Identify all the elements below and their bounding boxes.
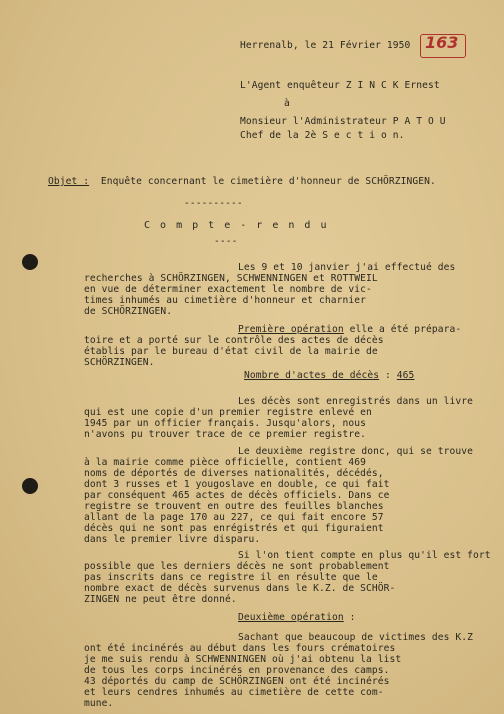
p1-line-3: en vue de déterminer exactement le nombre de vic-: [84, 284, 372, 295]
p2-line-1: Les décès sont enregistrés dans un livre: [238, 396, 474, 407]
punch-hole-top: [22, 254, 38, 270]
op1-heading: Première opération: [238, 324, 344, 335]
recipient-line: Monsieur l'Administrateur P A T O U: [240, 116, 446, 127]
p3-line-1: Le deuxième registre donc, qui se trouve: [238, 446, 474, 457]
title-dashes: ----------: [184, 198, 243, 209]
deces-value: 465: [396, 370, 415, 381]
p4-line-5: ZINGEN ne peut être donné.: [84, 594, 237, 605]
p4-line-4: nombre exact de décès survenus dans le K.Z. de SCHÖR-: [84, 583, 396, 594]
p3-line-3: noms de déportés de diverses nationalités, décédés,: [84, 468, 384, 479]
section-line: Chef de la 2è S e c t i o n.: [240, 130, 405, 141]
objet-label: Objet :: [48, 176, 90, 187]
op1-line-2: établis par le bureau d'état civil de la mairie de: [84, 346, 378, 357]
objet-line: [48, 176, 436, 188]
p1-line-2: recherches à SCHÖRZINGEN, SCHWENNINGEN et ROTTWEIL: [84, 273, 378, 284]
title-compte-rendu: C o m p t e - r e n d u: [144, 220, 329, 231]
title-dashes-2: ----: [214, 236, 238, 247]
p5-line-5: 43 déportés du camp de SCHÖRZINGEN ont été incinérés: [84, 676, 390, 687]
p3-line-2: à la mairie comme pièce officielle, contient 469: [84, 457, 367, 468]
p2-line-4: n'avons pu trouver trace de ce premier registre.: [84, 429, 367, 440]
op1-line-1: toire et a porté sur le contrôle des actes de décès: [84, 335, 384, 346]
p5-line-1: Sachant que beaucoup de victimes des K.Z: [238, 632, 474, 643]
p3-line-9: dans le premier livre disparu.: [84, 534, 261, 545]
p2-line-3: 1945 par un officier français. Jusqu'alors, nous: [84, 418, 367, 429]
p1-line-4: times inhumés au cimetière d'honneur et charnier: [84, 295, 367, 306]
p4-line-2: possible que les derniers décès ne sont probablement: [84, 561, 390, 572]
place-date: Herrenalb, le 21 Février 1950: [240, 40, 411, 51]
op1-line-3: SCHÖRZINGEN.: [84, 357, 155, 368]
p5-line-7: mune.: [84, 698, 114, 709]
punch-hole-bottom: [22, 478, 38, 494]
p2-line-2: qui est une copie d'un premier registre enlevé en: [84, 407, 372, 418]
p3-line-6: registre se trouvent en outre des feuilles blanches: [84, 501, 384, 512]
objet-text: Enquête concernant le cimetière d'honneur de SCHÖRZINGEN.: [100, 176, 436, 187]
p3-line-7: allant de la page 170 au 227, ce qui fait encore 57: [84, 512, 384, 523]
op1-rest: elle a été prépara-: [343, 324, 462, 335]
p1-line-1: Les 9 et 10 janvier j'ai effectué des: [238, 262, 456, 273]
p5-line-3: je me suis rendu à SCHWENNINGEN où j'ai obtenu la list: [84, 654, 402, 665]
deces-heading: Nombre d'actes de décès: [244, 370, 380, 381]
to-a: à: [284, 98, 290, 109]
p3-line-4: dont 3 russes et 1 yougoslave en double, ce qui fait: [84, 479, 390, 490]
deces-heading-line: [244, 370, 414, 382]
p5-line-6: et leurs cendres inhumés au cimetière de cette com-: [84, 687, 384, 698]
p4-line-3: pas inscrits dans ce registre il en résulte que le: [84, 572, 378, 583]
stamp-number: 163: [425, 33, 459, 52]
p5-line-4: de tous les corps incinérés en provenance des camps.: [84, 665, 390, 676]
op2-heading: Deuxième opération: [238, 612, 344, 623]
sender-line: L'Agent enquêteur Z I N C K Ernest: [240, 80, 440, 91]
deces-sep: :: [379, 370, 397, 381]
p1-line-5: de SCHÖRZINGEN.: [84, 306, 173, 317]
op2-sep: :: [343, 612, 356, 623]
op2-heading-line: [238, 612, 356, 624]
p3-line-5: par conséquent 465 actes de décès officiels. Dans ce: [84, 490, 390, 501]
p4-line-1: Si l'on tient compte en plus qu'il est fort: [238, 550, 491, 561]
p3-line-8: décès qui ne sont pas enrégistrés et qui figuraient: [84, 523, 384, 534]
p5-line-2: ont été incinérés au début dans les fours crématoires: [84, 643, 396, 654]
